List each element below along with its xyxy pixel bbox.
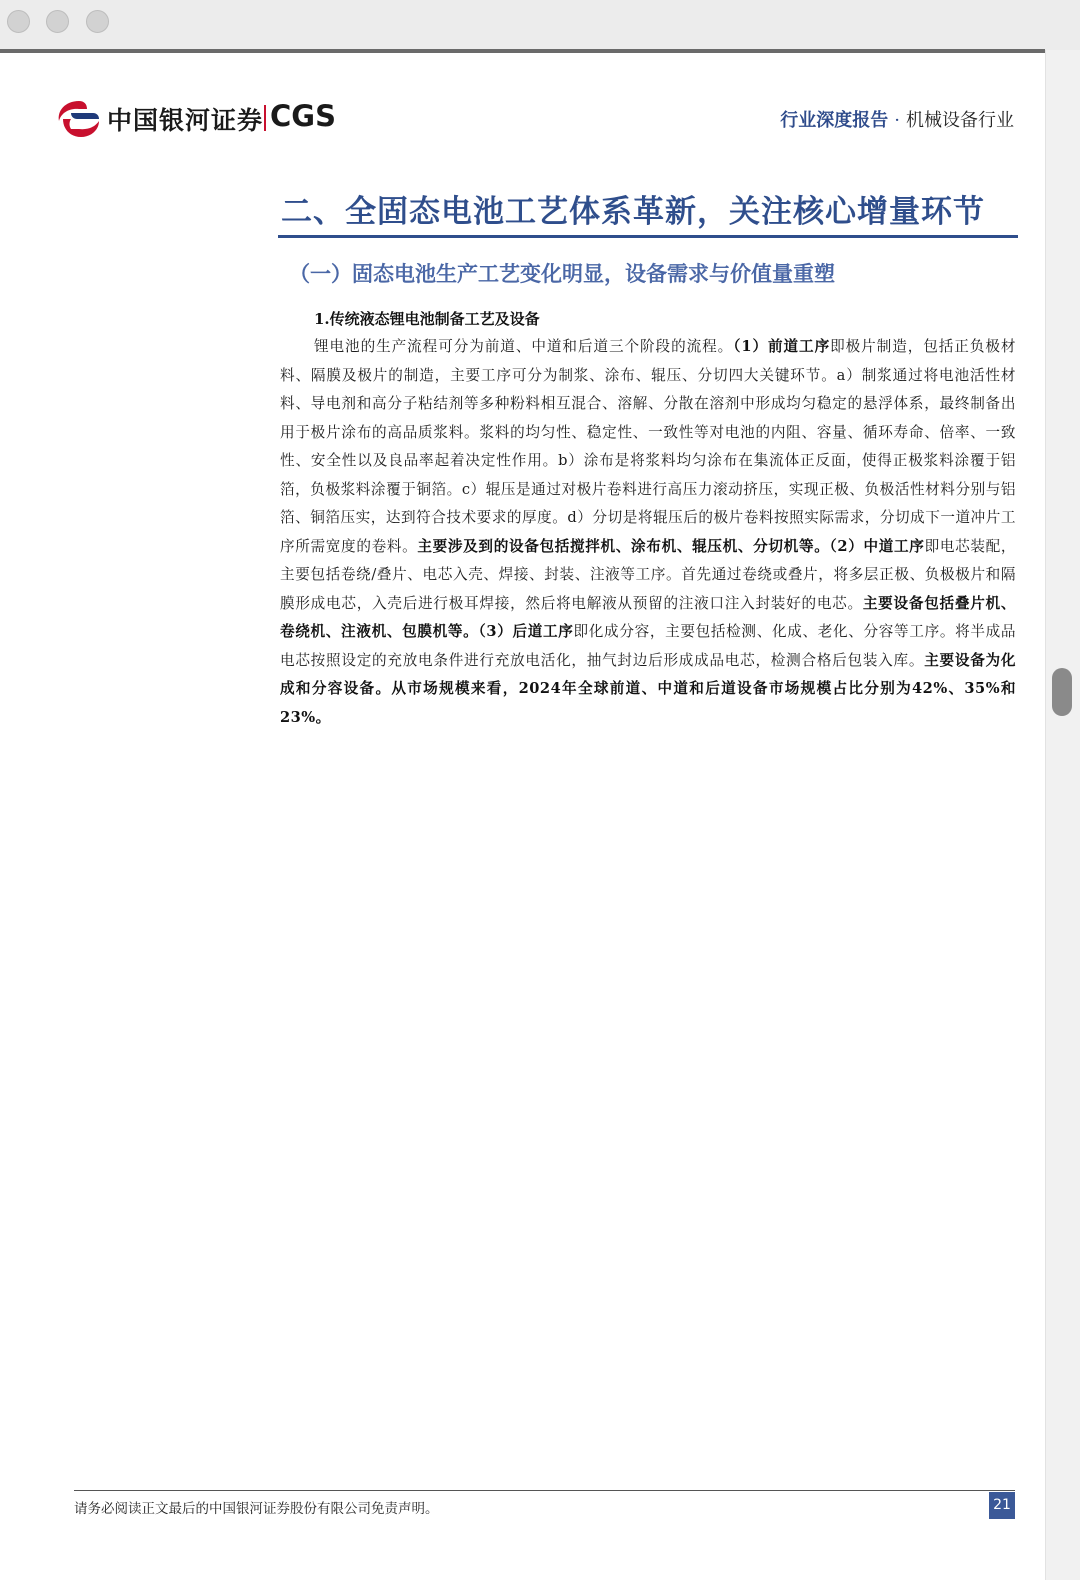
subsection-title: （一）固态电池生产工艺变化明显，设备需求与价值量重塑 bbox=[289, 261, 835, 286]
body-bold-3: 主要设备包括叠片机、卷绕机、注液机、包膜机等。（3）后道工序 bbox=[280, 594, 1016, 640]
vertical-scrollbar[interactable] bbox=[1045, 50, 1080, 1580]
report-header-label bbox=[780, 106, 1014, 132]
body-text-3: 即电芯装配，主要包括卷绕/叠片、电芯入壳、焊接、封装、注液等工序。首先通过卷绕或叠片，将多层正极、负极极片和隔膜形成电芯，入壳后进行极耳焊接，然后将电解液从预留的注液口注入封装好的电芯。 bbox=[280, 537, 1016, 612]
section-title: 二、全固态电池工艺体系革新，关注核心增量环节 bbox=[281, 194, 985, 230]
body-text-1: 锂电池的生产流程可分为前道、中道和后道三个阶段的流程。 bbox=[314, 338, 734, 355]
header-separator: · bbox=[894, 110, 900, 131]
cgs-logo-mark-icon bbox=[57, 99, 101, 139]
page-number: 21 bbox=[989, 1492, 1015, 1519]
scrollbar-thumb[interactable] bbox=[1052, 668, 1072, 716]
window-close-button[interactable] bbox=[7, 10, 30, 33]
report-industry: 机械设备行业 bbox=[906, 110, 1014, 131]
item-title: 1.传统液态锂电池制备工艺及设备 bbox=[314, 310, 540, 328]
window-minimize-button[interactable] bbox=[46, 10, 69, 33]
brand-name-cn: 中国银河证券 bbox=[107, 106, 264, 135]
body-text-2: 即极片制造，包括正负极材料、隔膜及极片的制造，主要工序可分为制浆、涂布、辊压、分切四大关键环节。a）制浆通过将电池活性材料、导电剂和高分子粘结剂等多种粉料相互混合、溶解、分散在溶剂中形成均匀稳定的悬浮体系，最终制备出用于极片涂布的高品质浆料。浆料的均匀性、稳定性、一致性等对电池的内阻、容量、循环寿命、倍率、一致性、安全性以及良品率起着决定性作用。b）涂布是将浆料均匀涂布在集流体正反面，使得正极浆料涂覆于铝箔，负极浆料涂覆于铜箔。c）辊压是通过对极片卷料进行高压力滚动挤压，实现正极、负极活性材料分别与铝箔、铜箔压实，达到符合技术要求的厚度。d）分切是将辊压后的极片卷料按照实际需求，分切成下一道冲片工序所需宽度的卷料。 bbox=[280, 338, 1016, 555]
brand-name-en: CGS bbox=[270, 99, 336, 133]
body-bold-4: 主要设备为化成和分容设备。从市场规模来看，2024年全球前道、中道和后道设备市场规模占比分别为42%、35%和23%。 bbox=[280, 651, 1016, 726]
toolbar-divider bbox=[0, 49, 1045, 53]
section-title-rule bbox=[278, 235, 1018, 238]
body-text-4: 即化成分容，主要包括检测、化成、老化、分容等工序。将半成品电芯按照设定的充放电条件进行充放电活化，抽气封边后形成成品电芯，检测合格后包装入库。 bbox=[280, 623, 1016, 669]
body-paragraph bbox=[280, 333, 1016, 732]
footer-disclaimer: 请务必阅读正文最后的中国银河证券股份有限公司免责声明。 bbox=[74, 1501, 439, 1517]
footer-rule bbox=[74, 1490, 1015, 1491]
body-bold-2: 主要涉及到的设备包括搅拌机、涂布机、辊压机、分切机等。（2）中道工序 bbox=[417, 537, 925, 555]
brand-divider bbox=[264, 105, 266, 131]
report-type: 行业深度报告 bbox=[780, 110, 889, 131]
window-zoom-button[interactable] bbox=[86, 10, 109, 33]
body-bold-1: （1）前道工序 bbox=[733, 338, 831, 355]
window-titlebar bbox=[0, 0, 1080, 51]
